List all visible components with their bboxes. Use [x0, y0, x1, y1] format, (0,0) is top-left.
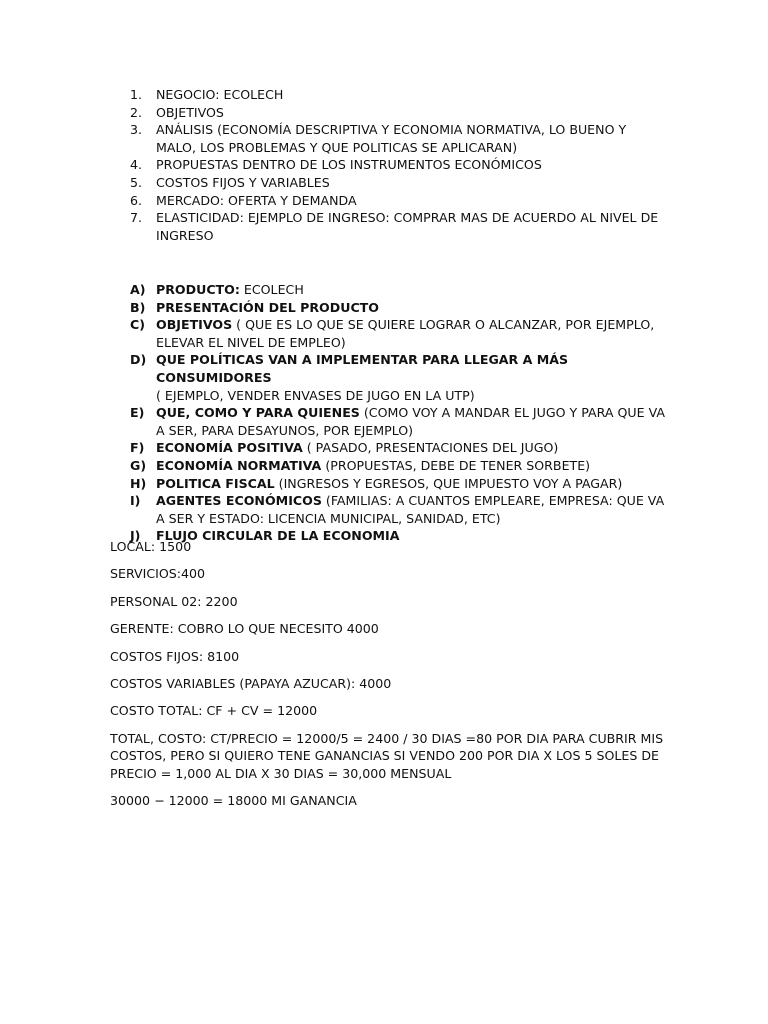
- list-marker: 5.: [130, 174, 143, 190]
- list-marker: A): [130, 282, 146, 297]
- list-marker: 3.: [130, 122, 143, 138]
- list-item: [110, 209, 670, 244]
- list-item-text: ( EJEMPLO, VENDER ENVASES DE JUGO EN LA UTP): [156, 387, 475, 403]
- list-marker: I): [130, 493, 141, 509]
- list-marker: F): [130, 440, 145, 456]
- list-item: [110, 86, 670, 104]
- list-marker: G): [130, 457, 147, 473]
- cost-notes: [110, 538, 670, 820]
- list-marker: H): [130, 475, 147, 491]
- list-item: [110, 174, 670, 192]
- list-marker: 4.: [130, 157, 143, 173]
- list-item: [110, 104, 670, 122]
- list-item-text: (FAMILIAS: A CUANTOS EMPLEARE, EMPRESA: QUE VA A SER Y ESTADO: LICENCIA MUNICIPAL, SANIDAD, ETC): [156, 493, 665, 526]
- list-item-heading: PRODUCTO:: [156, 282, 240, 297]
- list-item-text: MERCADO: OFERTA Y DEMANDA: [156, 192, 357, 208]
- paragraph: GERENTE: COBRO LO QUE NECESITO 4000: [110, 621, 379, 637]
- list-item-text: PROPUESTAS DENTRO DE LOS INSTRUMENTOS ECONÓMICOS: [156, 157, 542, 173]
- list-item: [110, 439, 670, 457]
- list-item-text: ELASTICIDAD: EJEMPLO DE INGRESO: COMPRAR MAS DE ACUERDO AL NIVEL DE INGRESO: [156, 210, 659, 243]
- list-item-text: ECOLECH: [239, 282, 304, 297]
- list-item: [110, 299, 670, 317]
- list-marker: 7.: [130, 210, 143, 226]
- numbered-list: [110, 86, 670, 244]
- list-item: [110, 351, 670, 404]
- paragraph: 30000 − 12000 = 18000 MI GANANCIA: [110, 793, 357, 809]
- list-item-text: (COMO VOY A MANDAR EL JUGO Y PARA QUE VA A SER, PARA DESAYUNOS, POR EJEMPLO): [156, 405, 666, 438]
- list-item-heading: POLITICA FISCAL: [156, 475, 275, 491]
- list-item: [110, 475, 670, 493]
- list-item-text: (PROPUESTAS, DEBE DE TENER SORBETE): [321, 457, 591, 473]
- list-item-heading: AGENTES ECONÓMICOS: [156, 493, 322, 509]
- list-item-heading: OBJETIVOS: [156, 317, 233, 333]
- list-item-heading: ECONOMÍA NORMATIVA: [156, 457, 322, 473]
- list-item-text: (INGRESOS Y EGRESOS, QUE IMPUESTO VOY A PAGAR): [274, 475, 623, 491]
- list-item-text: ( QUE ES LO QUE SE QUIERE LOGRAR O ALCANZAR, POR EJEMPLO, ELEVAR EL NIVEL DE EMPLEO): [156, 317, 655, 350]
- list-item: [110, 316, 670, 351]
- list-item: [110, 156, 670, 174]
- lettered-list: [110, 281, 670, 545]
- paragraph: COSTOS VARIABLES (PAPAYA AZUCAR): 4000: [110, 675, 392, 691]
- paragraph: COSTOS FIJOS: 8100: [110, 648, 240, 664]
- list-item-text: ( PASADO, PRESENTACIONES DEL JUGO): [302, 440, 559, 456]
- list-item-heading: QUE, COMO Y PARA QUIENES: [156, 405, 360, 421]
- list-marker: E): [130, 405, 145, 421]
- list-item-heading: PRESENTACIÓN DEL PRODUCTO: [156, 299, 379, 315]
- list-item-text: OBJETIVOS: [156, 104, 224, 120]
- paragraph: LOCAL: 1500: [110, 539, 192, 554]
- list-item: [110, 492, 670, 527]
- paragraph: SERVICIOS:400: [110, 566, 206, 582]
- list-item-text: NEGOCIO: ECOLECH: [156, 87, 284, 102]
- list-marker: C): [130, 317, 145, 333]
- list-marker: 1.: [130, 87, 143, 102]
- list-marker: J): [130, 528, 141, 544]
- list-item-heading: QUE POLÍTICAS VAN A IMPLEMENTAR PARA LLEGAR A MÁS CONSUMIDORES: [156, 352, 569, 385]
- list-item: [110, 192, 670, 210]
- list-marker: B): [130, 299, 146, 315]
- list-marker: 6.: [130, 192, 143, 208]
- list-item-heading: ECONOMÍA POSITIVA: [156, 440, 303, 456]
- list-item: [110, 121, 670, 156]
- paragraph: PERSONAL 02: 2200: [110, 593, 238, 609]
- list-item-heading: FLUJO CIRCULAR DE LA ECONOMIA: [156, 528, 400, 544]
- list-item: [110, 457, 670, 475]
- list-item: [110, 281, 670, 299]
- list-item-text: COSTOS FIJOS Y VARIABLES: [156, 174, 330, 190]
- list-item: [110, 404, 670, 439]
- list-marker: D): [130, 352, 147, 368]
- paragraph: TOTAL, COSTO: CT/PRECIO = 12000/5 = 2400 / 30 DIAS =80 POR DIA PARA CUBRIR MIS COSTOS, PERO SI QUIERO TENE GANANCIAS SI VENDO 200 POR DIA X LOS 5 SOLES DE PRECIO = 1,000 AL DIA X 30 DIAS = 30,000 MENSUAL: [110, 730, 664, 781]
- list-marker: 2.: [130, 104, 143, 120]
- paragraph: COSTO TOTAL: CF + CV = 12000: [110, 703, 318, 719]
- list-item-text: ANÁLISIS (ECONOMÍA DESCRIPTIVA Y ECONOMIA NORMATIVA, LO BUENO Y MALO, LOS PROBLEMAS Y QUE POLITICAS SE APLICARAN): [156, 122, 627, 155]
